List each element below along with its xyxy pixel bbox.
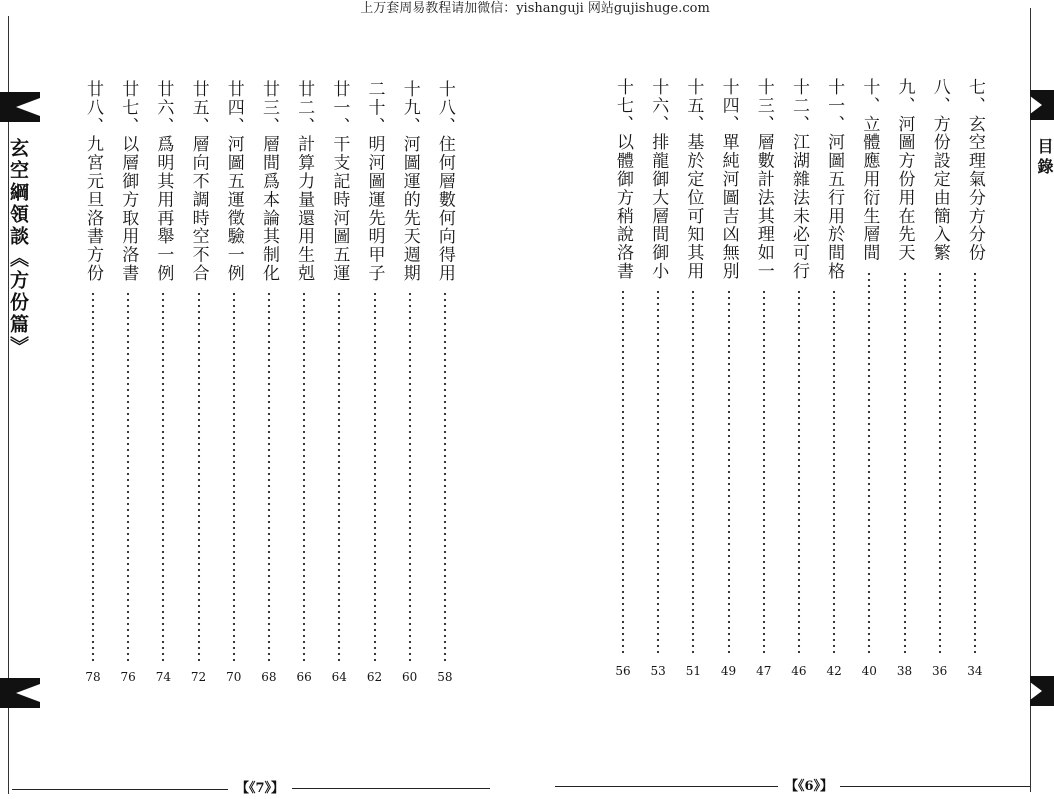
toc-entry-title: 廿三、層間爲本論其制化: [258, 80, 279, 283]
toc-entry: [81, 80, 105, 684]
toc-entry-page-number: 70: [226, 670, 242, 684]
toc-entry-page-number: 56: [615, 664, 631, 678]
dot-leader: [762, 289, 766, 657]
header-watermark: 上万套周易教程请加微信：yishanguji 网站gujishuge.com: [360, 1, 710, 16]
toc-entry: [292, 80, 316, 684]
left-bottom-fishtail-mark: [0, 678, 40, 708]
dot-leader: [126, 291, 130, 663]
toc-entry-title: 十九、河圖運的先天週期: [399, 80, 420, 283]
toc-entry-page-number: 76: [120, 670, 136, 684]
toc-entry-title: 十六、排龍御大層間御小: [648, 78, 669, 281]
toc-entry-page-number: 46: [791, 664, 807, 678]
toc-entry-title: 十、立體應用衍生層間: [859, 78, 880, 262]
dot-leader: [903, 271, 907, 657]
right-page-toc: [611, 78, 987, 678]
dot-leader: [797, 289, 801, 657]
dot-leader: [443, 291, 447, 663]
section-spine-label: 目錄: [1035, 138, 1054, 178]
dot-leader: [161, 291, 165, 663]
toc-entry-title: 十一、河圖五行用於間格: [824, 78, 845, 281]
toc-entry: [151, 80, 175, 684]
toc-entry-title: 廿一、干支記時河圖五運: [329, 80, 350, 283]
toc-entry-title: 七、玄空理氣分方分份: [964, 78, 985, 262]
dot-leader: [973, 271, 977, 657]
toc-entry-title: 廿七、以層御方取用洛書: [118, 80, 139, 283]
right-bottom-fishtail-mark: [1030, 676, 1054, 706]
toc-entry-title: 廿八、九宮元旦洛書方份: [83, 80, 103, 283]
toc-entry-title: 十八、住何層數何向得用: [434, 80, 455, 283]
toc-entry-title: 九、河圖方份用在先天: [894, 78, 915, 262]
right-edge-line: [1030, 8, 1031, 792]
toc-entry: [893, 78, 917, 678]
dot-leader: [267, 291, 271, 663]
dot-leader: [408, 291, 412, 663]
right-footer-rule-left: [555, 786, 778, 787]
left-page-toc: [81, 80, 457, 684]
toc-entry: [222, 80, 246, 684]
toc-entry-page-number: 62: [366, 670, 383, 684]
dot-leader: [302, 291, 306, 663]
toc-entry: [116, 80, 140, 684]
toc-entry: [433, 80, 457, 684]
right-footer-rule-right: [840, 786, 1030, 787]
toc-entry: [681, 78, 705, 678]
toc-entry: [646, 78, 670, 678]
dot-leader: [727, 289, 731, 657]
dot-leader: [867, 271, 871, 657]
toc-entry-title: 廿五、層向不調時空不合: [188, 80, 209, 283]
toc-entry: [928, 78, 952, 678]
book-title-spine-label: 玄空綱領談《方份篇》: [7, 138, 29, 358]
toc-entry-page-number: 58: [437, 670, 453, 684]
toc-entry-title: 廿二、計算力量還用生剋: [294, 80, 315, 283]
dot-leader: [373, 291, 377, 663]
toc-entry-page-number: 53: [650, 664, 666, 678]
toc-entry: [187, 80, 211, 684]
toc-entry-title: 八、方份設定由簡入繁: [929, 78, 950, 262]
left-page-folio: 【《7》】: [235, 781, 285, 796]
toc-entry: [257, 80, 281, 684]
dot-leader: [938, 271, 942, 657]
toc-entry-title: 廿六、爲明其用再舉一例: [153, 80, 174, 283]
dot-leader: [621, 289, 625, 657]
toc-entry-page-number: 49: [720, 664, 737, 678]
toc-entry: [398, 80, 422, 684]
toc-entry-page-number: 42: [826, 664, 842, 678]
toc-entry: [787, 78, 811, 678]
toc-entry: [363, 80, 387, 684]
toc-entry-page-number: 66: [296, 670, 312, 684]
toc-entry: [327, 80, 351, 684]
toc-entry-page-number: 34: [967, 664, 983, 678]
toc-entry-page-number: 68: [261, 670, 277, 684]
toc-entry-page-number: 47: [756, 664, 772, 678]
dot-leader: [197, 291, 201, 663]
dot-leader: [832, 289, 836, 657]
toc-entry-title: 十四、單純河圖吉凶無別: [718, 78, 739, 281]
toc-entry: [752, 78, 776, 678]
toc-entry: [611, 78, 635, 678]
toc-entry-page-number: 72: [190, 670, 207, 684]
left-top-fishtail-mark: [0, 92, 40, 122]
dot-leader: [656, 289, 660, 657]
toc-entry: [857, 78, 881, 678]
toc-entry-page-number: 36: [932, 664, 948, 678]
dot-leader: [337, 291, 341, 663]
toc-entry-page-number: 51: [685, 664, 702, 678]
toc-entry-title: 十五、基於定位可知其用: [683, 78, 704, 281]
right-page-folio: 【《6》】: [784, 779, 834, 794]
toc-entry-page-number: 38: [896, 664, 913, 678]
toc-entry-page-number: 64: [331, 670, 347, 684]
toc-entry-title: 十三、層數計法其理如一: [753, 78, 774, 281]
right-top-fishtail-mark: [1030, 90, 1054, 120]
dot-leader: [91, 291, 95, 663]
toc-entry-title: 十七、以體御方稍說洛書: [613, 78, 633, 281]
toc-entry-page-number: 78: [85, 670, 101, 684]
toc-entry-title: 十二、江湖雜法未必可行: [788, 78, 809, 281]
dot-leader: [232, 291, 236, 663]
toc-entry-page-number: 74: [155, 670, 172, 684]
left-footer-rule-left: [12, 789, 228, 790]
toc-entry: [963, 78, 987, 678]
left-footer-rule-right: [292, 788, 490, 789]
toc-entry-title: 二十、明河圖運先明甲子: [364, 80, 385, 283]
toc-entry-title: 廿四、河圖五運徵驗一例: [223, 80, 244, 283]
toc-entry-page-number: 60: [402, 670, 418, 684]
toc-entry: [717, 78, 741, 678]
toc-entry-page-number: 40: [861, 664, 877, 678]
dot-leader: [691, 289, 695, 657]
toc-entry: [822, 78, 846, 678]
